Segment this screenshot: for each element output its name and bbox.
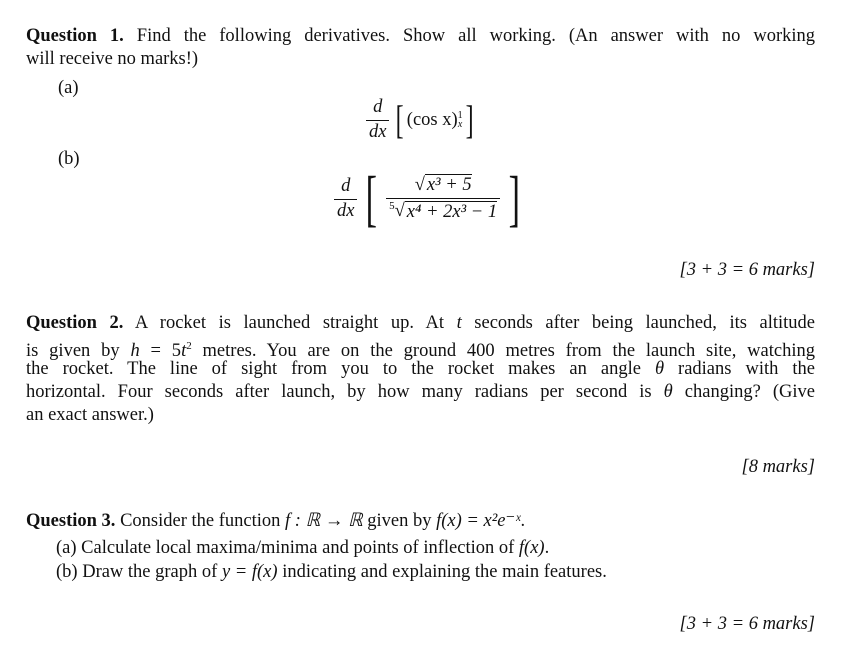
- q3-part-b: [56, 561, 845, 583]
- text: .: [544, 538, 550, 558]
- q1-part-a-label: (a): [58, 78, 79, 98]
- q3-marks: [3 + 3 = 6 marks]: [679, 614, 815, 634]
- q1-marks: [3 + 3 = 6 marks]: [679, 260, 815, 280]
- text: the rocket. The line of sight from you to the rocket makes an angle: [26, 359, 655, 379]
- q3-heading: Question 3.: [26, 511, 116, 531]
- q2-line-2: is given by $h = 5t^2$ metres. You are on the ground 400 metres from the launch site, watching: [26, 340, 815, 362]
- label: (a): [56, 538, 77, 558]
- text: indicating and explaining the main features.: [277, 562, 607, 582]
- root-index: 5: [389, 200, 395, 213]
- text: horizontal. Four seconds after launch, by how many radians per second is: [26, 382, 664, 402]
- q1-line-2: will receive no marks!): [26, 49, 199, 69]
- text: seconds after being launched, its altitude: [461, 313, 816, 333]
- math-t: t: [456, 313, 462, 333]
- text: Consider the function: [115, 511, 285, 531]
- text: is given by: [26, 341, 131, 362]
- q1-text: Find the following derivatives. Show all working. (An answer with no working: [123, 26, 815, 46]
- q1-line-1: [26, 25, 815, 47]
- dx-denominator: dx: [366, 120, 389, 143]
- text: given by: [362, 511, 437, 531]
- q2-line-1: [26, 312, 815, 334]
- text: A rocket is launched straight up. At: [123, 313, 457, 333]
- text: = 5: [139, 341, 182, 362]
- math-t: t: [181, 341, 187, 362]
- q2-marks: [8 marks]: [741, 457, 815, 477]
- text: metres. You are on the ground 400 metres from the launch site, watching: [191, 341, 815, 362]
- q3-part-a: [56, 537, 845, 559]
- math-theta: θ: [654, 359, 665, 379]
- d-numerator: d: [341, 176, 351, 196]
- q2-line-5: an exact answer.): [26, 405, 154, 425]
- math-f-def: f(x) = x²e⁻ˣ: [436, 511, 521, 531]
- dx-denominator: dx: [334, 199, 357, 222]
- text: .: [520, 511, 526, 531]
- q1-equation-b: $\frac{d}{dx}$ [ $\frac{\text{√ x³ + 5}}{^5√ x^4 + 2x^3 - 1}$ ]: [330, 168, 525, 230]
- exp-den: x: [457, 119, 463, 130]
- text: Calculate local maxima/minima and points of inflection of: [76, 538, 519, 558]
- cos-base: (cos x): [406, 109, 458, 130]
- text: Draw the graph of: [77, 562, 222, 582]
- math: f(x): [518, 538, 545, 558]
- text: radians with the: [664, 359, 815, 379]
- math-f-map: f : ℝ → ℝ: [285, 511, 363, 531]
- q3-line-1: [26, 510, 815, 532]
- q2-line-3: [26, 358, 815, 380]
- label: (b): [56, 562, 78, 582]
- math-theta: θ: [663, 382, 673, 402]
- q2-heading: Question 2.: [26, 313, 124, 333]
- q1-part-b-label: (b): [58, 149, 80, 169]
- exponent-fraction: [458, 111, 463, 129]
- d-numerator: d: [373, 97, 383, 117]
- math-h: h: [130, 341, 140, 362]
- denominator-radicand: x⁴ + 2x³ − 1: [406, 201, 498, 222]
- math: y = f(x): [221, 562, 278, 582]
- q1-heading: Question 1.: [26, 26, 124, 46]
- q2-line-4: [26, 381, 815, 403]
- numerator-radicand: x³ + 5: [426, 175, 472, 196]
- text: changing? (Give: [672, 382, 815, 402]
- exp-num: 1: [457, 110, 463, 121]
- q1-equation-a: $\frac{d}{dx}$ [ (cos x) 1 x ]: [362, 97, 476, 143]
